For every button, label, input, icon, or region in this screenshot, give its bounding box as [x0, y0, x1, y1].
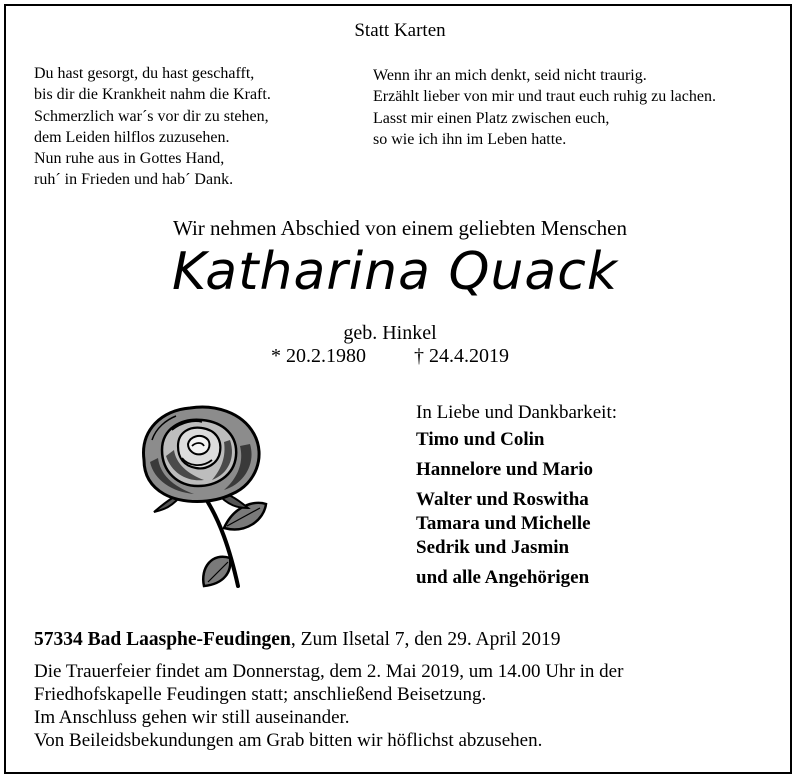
mourners-block: [416, 402, 617, 589]
poem-left: [34, 63, 271, 191]
notice-header: Statt Karten: [354, 20, 446, 41]
address-place: 57334 Bad Laasphe-Feudingen: [34, 629, 291, 650]
address-line: [34, 629, 561, 651]
birth-date: * 20.2.1980: [271, 345, 366, 367]
notes-line: Im Anschluss gehen wir still auseinander.: [34, 707, 350, 728]
poem-right: [373, 65, 716, 150]
ceremony-notes: [34, 660, 623, 752]
notes-line: Von Beileidsbekundungen am Grab bitten wir höflichst abzusehen.: [34, 730, 543, 751]
mourner-name: und alle Angehörigen: [416, 567, 590, 588]
mourner-name: Hannelore und Mario: [416, 459, 593, 480]
poem-line: Schmerzlich war´s vor dir zu stehen,: [34, 107, 269, 125]
rose-icon: [132, 400, 282, 592]
birth-name: geb. Hinkel: [343, 322, 437, 344]
death-date: † 24.4.2019: [414, 345, 509, 367]
poem-line: Wenn ihr an mich denkt, seid nicht traurig.: [373, 67, 647, 84]
poem-line: dem Leiden hilflos zuzusehen.: [34, 128, 230, 146]
poem-line: bis dir die Krankheit nahm die Kraft.: [34, 86, 271, 104]
notes-line: Die Trauerfeier findet am Donnerstag, dem 2. Mai 2019, um 14.00 Uhr in der: [34, 661, 624, 682]
poem-line: Nun ruhe aus in Gottes Hand,: [34, 150, 225, 168]
mourner-name: Tamara und Michelle: [416, 513, 591, 534]
deceased-name: Katharina Quack: [172, 242, 618, 302]
mourner-name: Sedrik und Jasmin: [416, 537, 570, 558]
intro-line: Wir nehmen Abschied von einem geliebten Menschen: [172, 216, 628, 240]
poem-line: Du hast gesorgt, du hast geschafft,: [34, 65, 255, 82]
address-rest: , Zum Ilsetal 7, den 29. April 2019: [290, 629, 561, 650]
mourner-name: Timo und Colin: [416, 429, 545, 450]
life-dates: [0, 345, 780, 368]
notes-line: Friedhofskapelle Feudingen statt; anschließend Beisetzung.: [34, 684, 487, 705]
mourner-name: Walter und Roswitha: [416, 489, 589, 510]
poem-line: ruh´ in Frieden und hab´ Dank.: [34, 171, 234, 189]
poem-line: Erzählt lieber von mir und traut euch ruhig zu lachen.: [373, 88, 716, 106]
poem-line: so wie ich ihn im Leben hatte.: [373, 130, 567, 148]
mourners-lead: In Liebe und Dankbarkeit:: [416, 402, 618, 423]
poem-line: Lasst mir einen Platz zwischen euch,: [373, 109, 610, 127]
